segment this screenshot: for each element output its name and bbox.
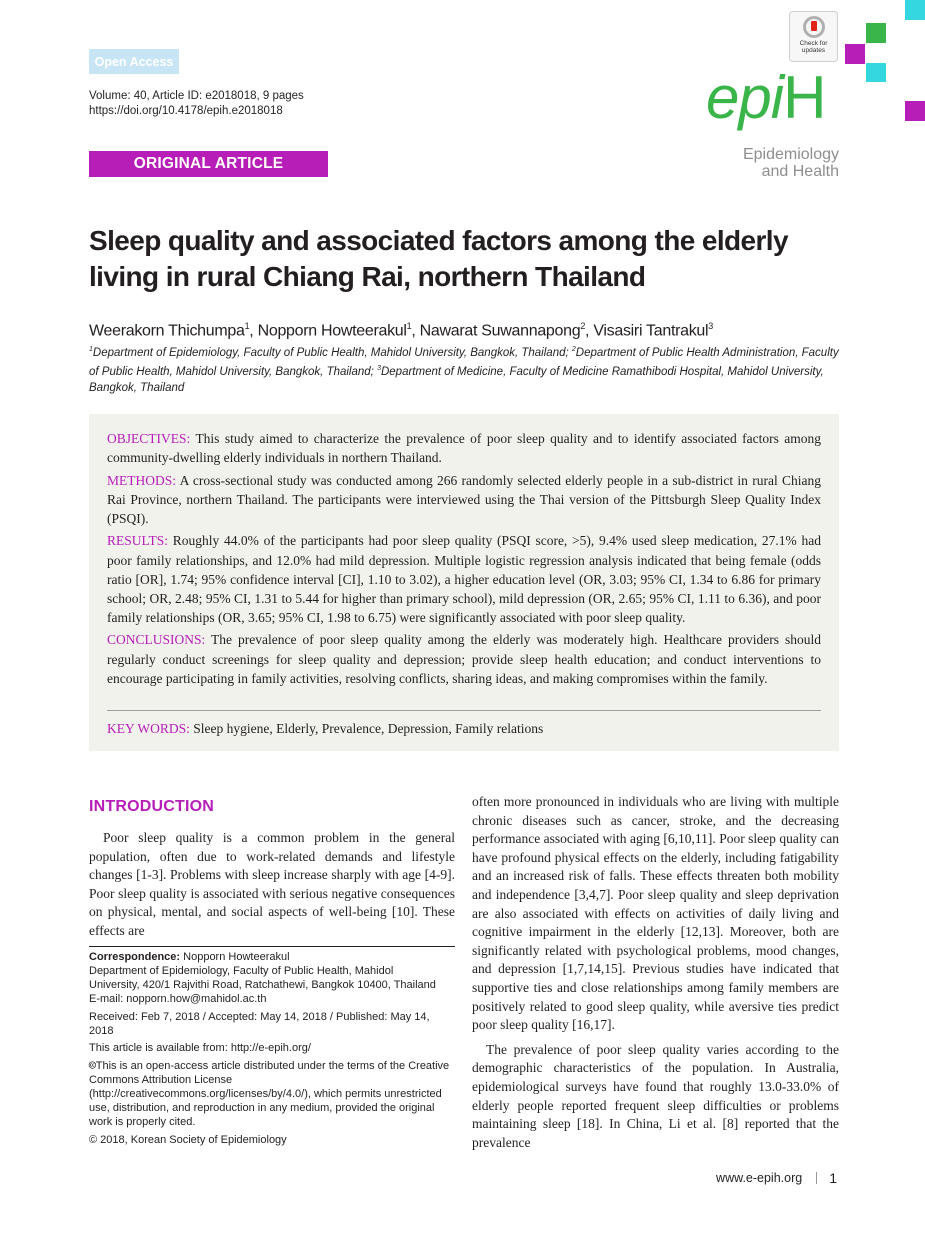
- check-for-updates-button[interactable]: [789, 11, 838, 62]
- copyright-icon: ©: [89, 1133, 101, 1146]
- affil-sup: 1: [89, 346, 93, 353]
- brand-square-cyan: [905, 0, 925, 20]
- brand-square-magenta: [905, 101, 925, 121]
- keywords: [107, 719, 543, 738]
- journal-name-line1: Epidemiology: [742, 146, 839, 163]
- journal-name: [700, 146, 839, 180]
- logo-epi: epi: [706, 64, 784, 131]
- abstract-divider: [107, 710, 821, 711]
- brand-square-green: [866, 23, 886, 43]
- author-name: Nawarat Suwannapong: [419, 322, 581, 340]
- author-list: Weerakorn Thichumpa$^1$, Nopporn Howteerakul$^1$, Nawarat Suwannapong$^2$, Visasiri Tantrakul$^3$: [89, 321, 713, 340]
- section-heading: INTRODUCTION: [89, 798, 215, 815]
- crossmark-icon: [803, 16, 825, 38]
- abstract-text: The prevalence of poor sleep quality among the elderly was moderately high. Healthcare providers should regularly conduct screenings for sleep quality and depression; provide sleep health education; and conduct interventions to encourage participating in family activities, resolving conflicts, sharing ideas, and making compromises within the family.: [107, 632, 821, 686]
- author-affil-sup: 2: [580, 321, 586, 331]
- license-note: [89, 1060, 455, 1130]
- journal-url[interactable]: www.e-epih.org: [716, 1171, 803, 1185]
- copyright-text: 2018, Korean Society of Epidemiology: [100, 1133, 287, 1146]
- title-line: living in rural Chiang Rai, northern Thailand: [89, 261, 646, 292]
- abstract-text: Roughly 44.0% of the participants had poor sleep quality (PSQI score, >5), 9.4% used sleep medication, 27.1% had poor family relationships, and 12.0% had mild depression. Multiple logistic regression analysis indicated that being female (odds ratio [OR], 1.74; 95% confidence interval [CI], 1.10 to 3.02), a higher education level (OR, 3.03; 95% CI, 1.34 to 6.86 for primary school; OR, 2.48; 95% CI, 1.31 to 5.44 for higher than primary school), mild depression (OR, 2.65; 95% CI, 1.11 to 6.36), and poor family relationships (OR, 3.65; 95% CI, 1.98 to 6.75) were significantly associated with poor sleep quality.: [107, 533, 822, 625]
- body-column-left: [89, 798, 455, 941]
- brand-square-magenta: [845, 44, 865, 64]
- affiliation-text: Department of Medicine, Faculty of Medicine Ramathibodi Hospital, Mahidol University, Bangkok, Thailand: [89, 366, 824, 394]
- author-affil-sup: 1: [406, 321, 412, 331]
- author-name: Weerakorn Thichumpa: [89, 322, 245, 340]
- affil-sup: 3: [377, 365, 381, 373]
- abstract-objectives: [107, 429, 821, 467]
- article-title: [89, 223, 849, 295]
- affiliation-text: Department of Public Health Administration, Faculty of Public Health, Mahidol University, Bangkok, Thailand;: [89, 346, 839, 379]
- article-type-banner: ORIGINAL ARTICLE: [89, 151, 328, 177]
- abstract-label: RESULTS:: [107, 533, 169, 549]
- keywords-label: KEY WORDS:: [107, 721, 190, 736]
- correspondence-email[interactable]: E-mail: nopporn.how@mahidol.ac.th: [89, 992, 267, 1005]
- abstract-text: This study aimed to characterize the prevalence of poor sleep quality and to identify associated factors among community-dwelling elderly individuals in northern Thailand.: [107, 431, 821, 466]
- correspondence-address: Department of Epidemiology, Faculty of Public Health, Mahidol: [89, 964, 394, 977]
- open-access-badge: Open Access: [89, 49, 179, 74]
- check-updates-label: Check for updates: [799, 40, 828, 54]
- abstract-conclusions: [107, 630, 821, 687]
- correspondence-address: University, 420/1 Rajvithi Road, Ratchathewi, Bangkok 10400, Thailand: [89, 978, 436, 991]
- cc-icon: 🅭: [89, 1060, 96, 1073]
- abstract-label: METHODS:: [107, 472, 177, 488]
- body-paragraph: The prevalence of poor sleep quality varies according to the demographic characteristics of the population. In Australia, epidemiological surveys have found that roughly 13.0-33.0% of elderly people reported frequent sleep difficulties or problems maintaining sleep [18]. In China, Li et al. [8] reported that the prevalence: [472, 1041, 839, 1150]
- affiliation-text: Department of Epidemiology, Faculty of Public Health, Mahidol University, Bangkok, Thailand;: [92, 346, 572, 359]
- availability-note: This article is available from: http://e-epih.org/: [89, 1042, 311, 1055]
- author-affil-sup: 3: [708, 321, 713, 331]
- abstract-label: CONCLUSIONS:: [107, 632, 206, 648]
- body-paragraph: Poor sleep quality is a common problem in the general population, often due to work-related demands and lifestyle changes [1-3]. Problems with sleep increase sharply with age [4-9]. Poor sleep quality is associated with serious negative consequences on physical, mental, and social aspects of well-being [10]. These effects are: [89, 830, 455, 938]
- brand-square-cyan: [866, 63, 886, 82]
- article-meta: [89, 89, 304, 118]
- correspondence-label: Correspondence:: [89, 951, 181, 963]
- correspondence-line: [89, 951, 455, 965]
- volume-info: Volume: 40, Article ID: e2018018, 9 pages: [89, 90, 304, 102]
- publication-dates: Received: Feb 7, 2018 / Accepted: May 14, 2018 / Published: May 14, 2018: [89, 1010, 430, 1037]
- affiliations: [89, 342, 841, 396]
- author-name: Visasiri Tantrakul: [593, 322, 709, 340]
- keywords-text: Sleep hygiene, Elderly, Prevalence, Depression, Family relations: [193, 721, 544, 736]
- author-name: Nopporn Howteerakul: [257, 322, 407, 340]
- abstract-text: A cross-sectional study was conducted among 266 randomly selected elderly people in a sub-district in rural Chiang Rai Province, northern Thailand. The participants were interviewed using the Thai version of the Pittsburgh Sleep Quality Index (PSQI).: [107, 472, 821, 526]
- body-paragraph: often more pronounced in individuals who are living with multiple chronic diseases such as cancer, stroke, and the decreasing performance associated with aging [6,10,11]. Poor sleep quality can have profound physical effects on the elderly, including fatigability and an increased risk of falls. These effects threaten both mobility and independence [3,4,7]. Poor sleep quality and sleep deprivation are also associated with effects on activities of daily living and cognitive impairment in the elderly [12,13]. Moreover, both are significantly related with psychological problems, mood changes, and depression [1,7,14,15]. Previous studies have indicated that supportive ties and close relationships among family members are positively related to good sleep quality, while aversive ties predict poor sleep quality [16,17].: [472, 794, 839, 1033]
- license-text: This is an open-access article distributed under the terms of the Creative Commons Attribution License (http://creativecommons.org/licenses/by/4.0/), which permits unrestricted use, distribution, and reproduction in any medium, provided the original work is properly cited.: [89, 1060, 450, 1128]
- abstract-label: OBJECTIVES:: [107, 431, 191, 446]
- correspondence-block: [89, 946, 455, 1148]
- abstract-results: [107, 531, 821, 626]
- logo-h: H: [783, 64, 826, 131]
- affil-sup: 2: [571, 346, 576, 353]
- abstract-box: [89, 414, 839, 751]
- page-number: 1: [829, 1170, 837, 1186]
- journal-logo: [706, 64, 826, 131]
- body-column-right: [472, 793, 839, 1152]
- footer-divider: [816, 1172, 817, 1184]
- page-footer: [716, 1170, 837, 1186]
- copyright-note: [89, 1134, 455, 1148]
- doi-link[interactable]: https://doi.org/10.4178/epih.e2018018: [89, 104, 283, 117]
- journal-name-line2: and Health: [761, 163, 839, 180]
- author-affil-sup: 1: [244, 321, 250, 331]
- title-line: Sleep quality and associated factors among the elderly: [89, 225, 788, 256]
- abstract-methods: [107, 471, 821, 528]
- correspondence-name: Nopporn Howteerakul: [183, 951, 290, 963]
